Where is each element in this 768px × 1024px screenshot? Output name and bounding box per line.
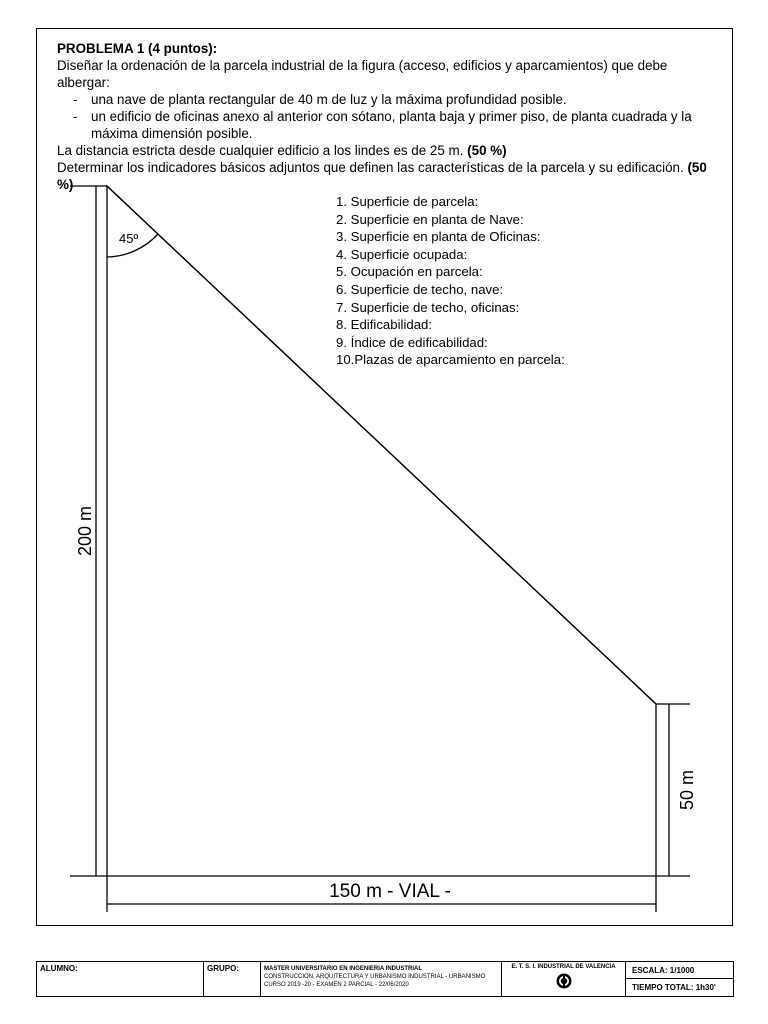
indicator-item: 6. Superficie de techo, nave: xyxy=(336,281,504,297)
course-line: CURSO 2019 -20 - EXAMEN 2 PARCIAL - 22/06/2020 xyxy=(264,982,409,988)
indicator-item: 8. Edificabilidad: xyxy=(336,317,433,333)
bottom-dimension-label: 150 m - VIAL - xyxy=(329,881,451,902)
group-label: GRUPO: xyxy=(207,964,239,973)
student-label: ALUMNO: xyxy=(40,964,78,973)
indicator-item: 9. Índice de edificabilidad: xyxy=(336,334,488,350)
problem-title: PROBLEMA 1 (4 puntos): xyxy=(57,41,218,56)
indicator-item: 7. Superficie de techo, oficinas: xyxy=(336,299,520,315)
left-dimension-label: 200 m xyxy=(75,505,95,557)
indicator-item: 1. Superficie de parcela: xyxy=(336,194,479,209)
indicators-weight: (50 %) xyxy=(57,160,707,192)
requirement-item: - un edificio de oficinas anexo al anterior con sótano, planta baja y primer piso, de planta cuadrada y la máxima dimensión posible. xyxy=(73,109,692,141)
group-field xyxy=(204,962,261,997)
scale-time-cell xyxy=(626,962,734,997)
course-line: MASTER UNIVERSITARIO EN INGENIERIA INDUSTRIAL xyxy=(264,966,423,972)
problem-intro: Diseñar la ordenación de la parcela industrial de la figura (acceso, edificios y aparcamientos) que debe albergar: xyxy=(57,58,668,90)
university-seal-icon xyxy=(556,973,572,989)
indicator-item: 4. Superficie ocupada: xyxy=(336,246,468,262)
student-field xyxy=(37,962,204,997)
parcel-outline xyxy=(107,186,656,876)
course-info xyxy=(261,962,502,997)
distance-weight: (50 %) xyxy=(467,143,507,158)
course-line: CONSTRUCCION, ARQUITECTURA Y URBANISMO INDUSTRIAL - URBANISMO xyxy=(264,974,486,980)
school-info xyxy=(502,962,626,997)
indicator-item: 5. Ocupación en parcela: xyxy=(336,264,483,280)
right-dimension-label: 50 m xyxy=(677,769,697,811)
distance-rule: La distancia estricta desde cualquier edificio a los lindes es de 25 m. (50 %) xyxy=(57,143,507,158)
requirement-item: - una nave de planta rectangular de 40 m de luz y la máxima profundidad posible. xyxy=(73,92,567,107)
title-block xyxy=(36,961,734,997)
school-name: E. T. S. I. INDUSTRIAL DE VALENCIA xyxy=(511,964,616,970)
total-time: TIEMPO TOTAL: 1h30' xyxy=(632,983,716,992)
indicators-instruction: Determinar los indicadores básicos adjuntos que definen las características de la parcela y su edificación. (50 %) xyxy=(57,160,707,192)
scale-value: ESCALA: 1/1000 xyxy=(626,962,733,979)
indicator-item: 10.Plazas de aparcamiento en parcela: xyxy=(336,352,565,368)
indicator-item: 3. Superficie en planta de Oficinas: xyxy=(336,229,541,245)
bullet-dash: - xyxy=(73,92,78,107)
bullet-dash: - xyxy=(73,109,78,124)
parcel-diagonal-edge xyxy=(107,186,656,704)
angle-label: 45º xyxy=(119,231,139,246)
indicator-item: 2. Superficie en planta de Nave: xyxy=(336,211,524,227)
